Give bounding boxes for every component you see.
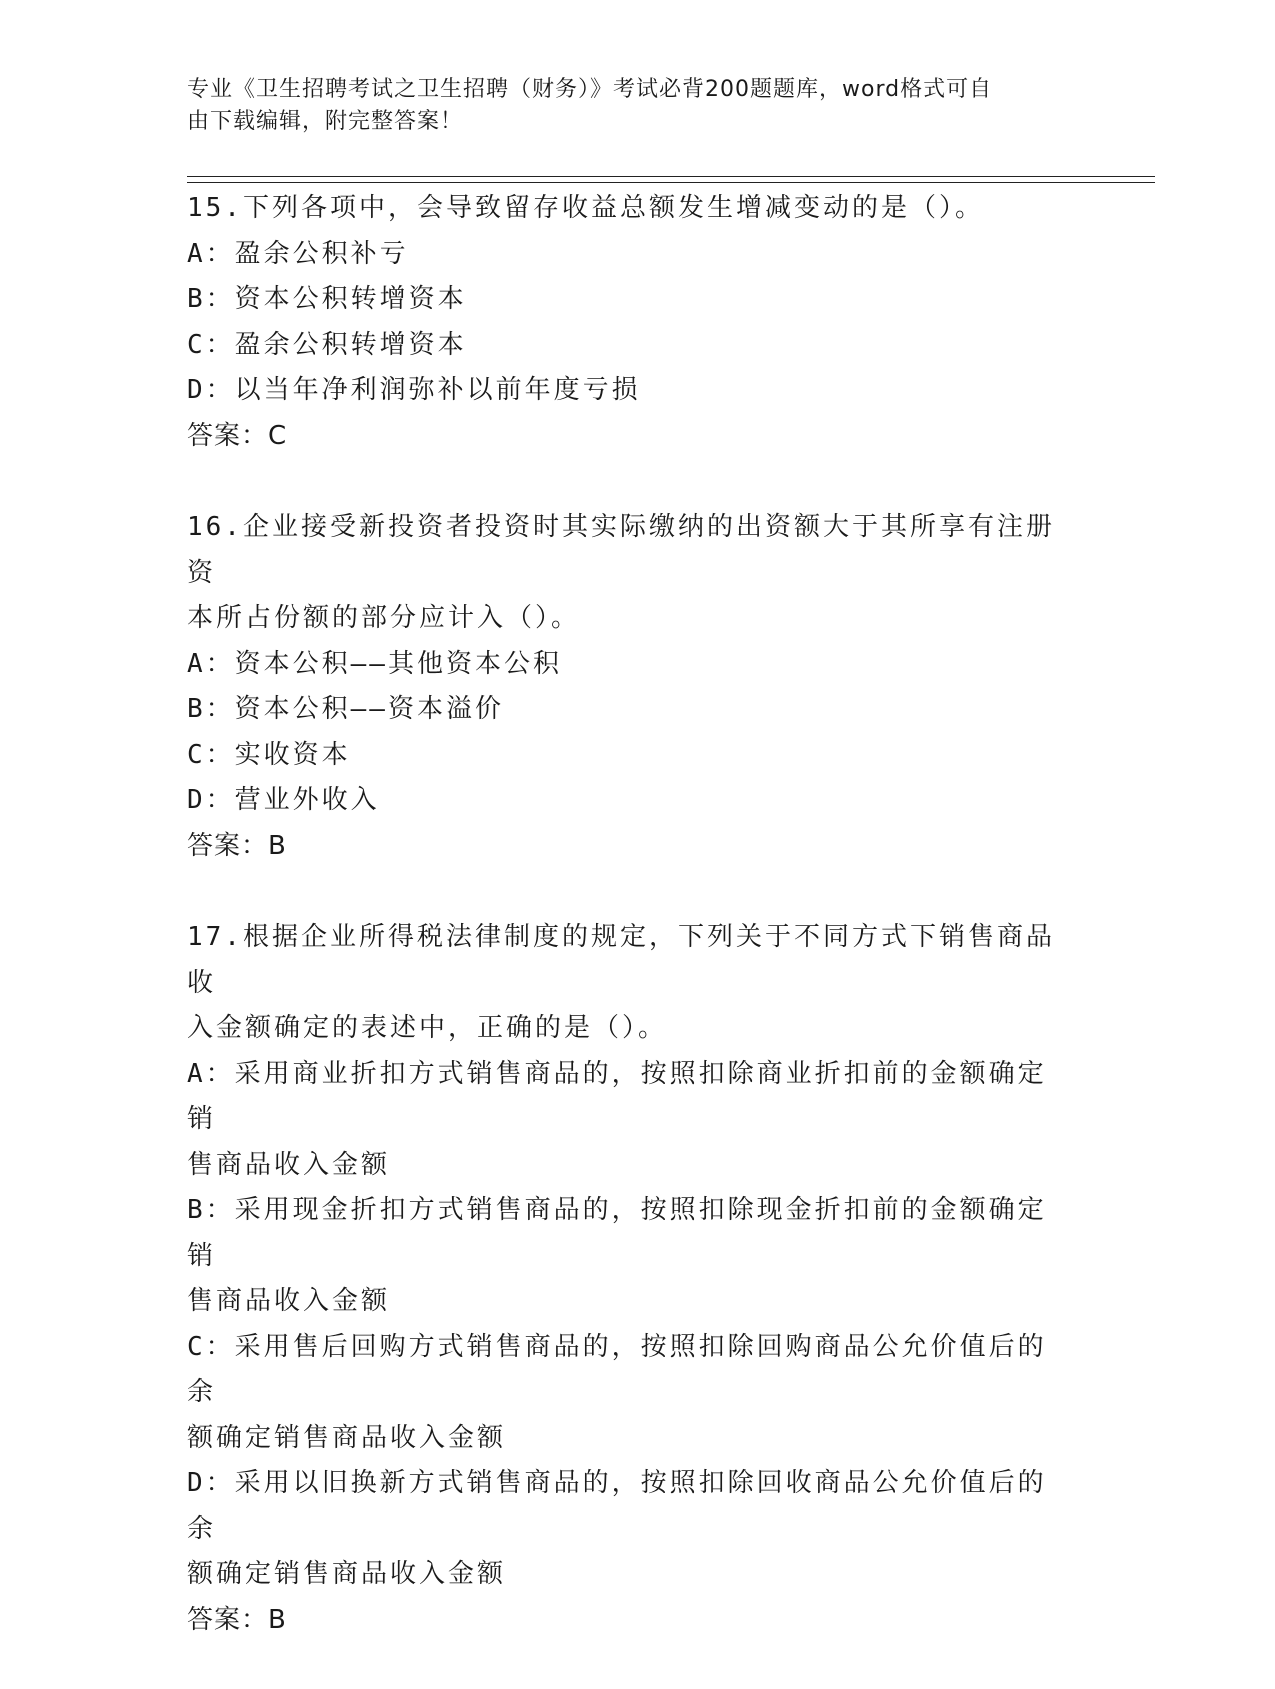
header-divider-top [187, 176, 1155, 177]
answer-option: D：采用以旧换新方式销售商品的，按照扣除回收商品公允价值后的余 [187, 1468, 1047, 1544]
question-stem: 入金额确定的表述中，正确的是（）。 [187, 1013, 668, 1043]
question-block [187, 505, 1067, 869]
answer-option: B：采用现金折扣方式销售商品的，按照扣除现金折扣前的金额确定销 [187, 1195, 1047, 1271]
answer-option: A：采用商业折扣方式销售商品的，按照扣除商业折扣前的金额确定销 [187, 1058, 1047, 1134]
document-header [187, 74, 1067, 138]
question-stem: 16.企业接受新投资者投资时其实际缴纳的出资额大于其所享有注册资 [187, 512, 1055, 588]
question-stem: 本所占份额的部分应计入（）。 [187, 603, 581, 633]
question-block [187, 186, 1067, 459]
question-stem: 17.根据企业所得税法律制度的规定，下列关于不同方式下销售商品收 [187, 922, 1055, 998]
answer-key: 答案：B [187, 1604, 287, 1635]
answer-key: 答案：B [187, 830, 287, 861]
answer-option: D：营业外收入 [187, 785, 380, 815]
header-line-2: 由下载编辑，附完整答案！ [187, 109, 464, 134]
question-block [187, 915, 1067, 1643]
answer-option: 额确定销售商品收入金额 [187, 1422, 507, 1453]
answer-option: A：盈余公积补亏 [187, 238, 409, 269]
answer-option: A：资本公积——其他资本公积 [187, 648, 562, 679]
answer-option: C：盈余公积转增资本 [187, 329, 467, 360]
answer-option: 售商品收入金额 [187, 1286, 391, 1316]
answer-option: B：资本公积转增资本 [187, 284, 467, 314]
answer-option: D：以当年净利润弥补以前年度亏损 [187, 375, 641, 405]
answer-option: B：资本公积——资本溢价 [187, 694, 504, 724]
answer-key: 答案：C [187, 420, 288, 451]
answer-option: C：采用售后回购方式销售商品的，按照扣除回购商品公允价值后的余 [187, 1331, 1047, 1407]
question-stem: 15.下列各项中，会导致留存收益总额发生增减变动的是（）。 [187, 193, 984, 223]
header-line-1: 专业《卫生招聘考试之卫生招聘（财务）》考试必背200题题库，word格式可自 [187, 77, 993, 102]
header-divider-bottom [187, 182, 1155, 183]
question-list [187, 186, 1067, 1689]
answer-option: 售商品收入金额 [187, 1149, 391, 1180]
answer-option: C：实收资本 [187, 739, 351, 770]
answer-option: 额确定销售商品收入金额 [187, 1559, 507, 1589]
